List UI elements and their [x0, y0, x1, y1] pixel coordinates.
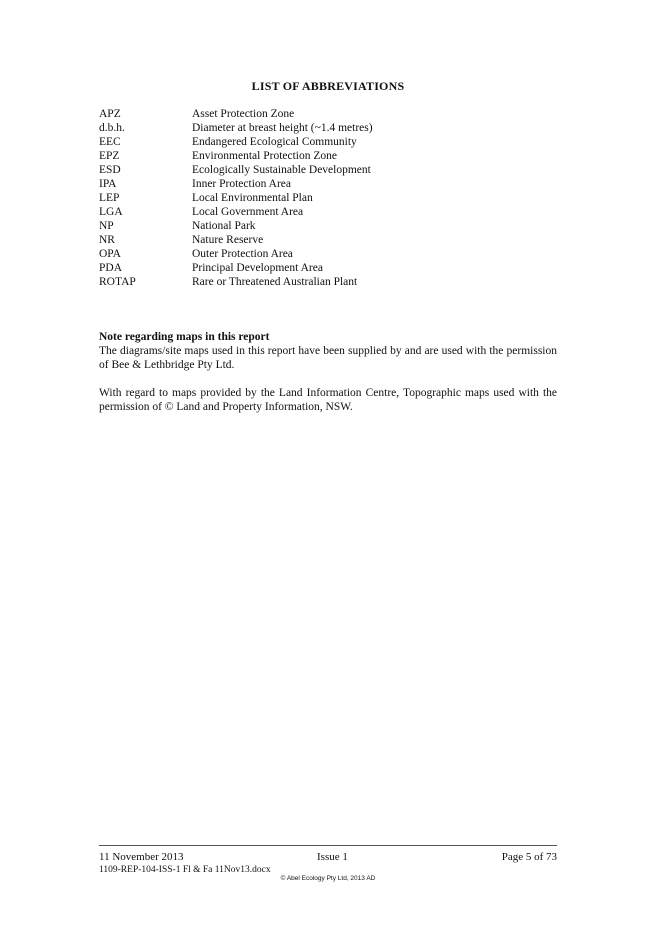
abbreviation-meaning: Local Government Area: [192, 206, 304, 218]
abbreviation-meaning: Outer Protection Area: [192, 248, 293, 260]
abbreviation-code: LEP: [99, 192, 120, 204]
maps-note-heading: Note regarding maps in this report: [99, 331, 270, 343]
maps-note: [99, 330, 557, 414]
abbreviation-meaning: Ecologically Sustainable Development: [192, 164, 371, 176]
abbreviation-meaning: Nature Reserve: [192, 234, 264, 246]
abbreviation-code: EPZ: [99, 150, 120, 162]
abbreviation-meaning: Inner Protection Area: [192, 178, 291, 190]
abbreviation-row: [99, 219, 559, 233]
abbreviation-meaning: National Park: [192, 220, 256, 232]
abbreviation-code: PDA: [99, 262, 123, 274]
footer-page-number: Page 5 of 73: [501, 851, 557, 863]
abbreviation-code: ROTAP: [99, 276, 136, 288]
abbreviation-row: [99, 191, 559, 205]
abbreviation-row: [99, 247, 559, 261]
abbreviation-row: [99, 149, 559, 163]
abbreviation-row: [99, 163, 559, 177]
abbreviation-code: ESD: [99, 164, 121, 176]
footer-divider: [99, 845, 557, 846]
footer: [99, 850, 557, 864]
abbreviation-list: [99, 107, 559, 289]
abbreviation-code: NR: [99, 234, 115, 246]
abbreviation-meaning: Local Environmental Plan: [192, 192, 313, 204]
abbreviation-meaning: Rare or Threatened Australian Plant: [192, 276, 358, 288]
abbreviation-row: [99, 107, 559, 121]
abbreviation-row: [99, 135, 559, 149]
abbreviation-meaning: Principal Development Area: [192, 262, 323, 274]
footer-copyright: © Abel Ecology Pty Ltd, 2013 AD: [280, 875, 376, 882]
abbreviation-row: [99, 275, 559, 289]
abbreviation-code: IPA: [99, 178, 117, 190]
abbreviation-meaning: Endangered Ecological Community: [192, 136, 357, 148]
abbreviation-row: [99, 205, 559, 219]
footer-date: 11 November 2013: [99, 851, 184, 863]
abbreviation-code: NP: [99, 220, 114, 232]
abbreviation-meaning: Environmental Protection Zone: [192, 150, 337, 162]
abbreviation-row: [99, 261, 559, 275]
footer-issue: Issue 1: [317, 851, 348, 863]
page-title: LIST OF ABBREVIATIONS: [251, 79, 405, 93]
abbreviation-code: OPA: [99, 248, 121, 260]
abbreviation-row: [99, 233, 559, 247]
abbreviation-meaning: Asset Protection Zone: [192, 108, 295, 120]
maps-note-paragraph: The diagrams/site maps used in this report have been supplied by and are used with the permission of Bee & Lethbridge Pty Ltd.: [99, 345, 557, 371]
abbreviation-row: [99, 121, 559, 135]
abbreviation-code: d.b.h.: [99, 122, 125, 134]
abbreviation-code: LGA: [99, 206, 123, 218]
abbreviation-code: EEC: [99, 136, 121, 148]
abbreviation-meaning: Diameter at breast height (~1.4 metres): [192, 122, 373, 134]
abbreviation-row: [99, 177, 559, 191]
footer-filename: 1109-REP-104-ISS-1 Fl & Fa 11Nov13.docx: [99, 865, 271, 875]
abbreviation-code: APZ: [99, 108, 121, 120]
maps-note-paragraph: With regard to maps provided by the Land Information Centre, Topographic maps used with the permission of © Land and Property Information, NSW.: [99, 387, 557, 413]
